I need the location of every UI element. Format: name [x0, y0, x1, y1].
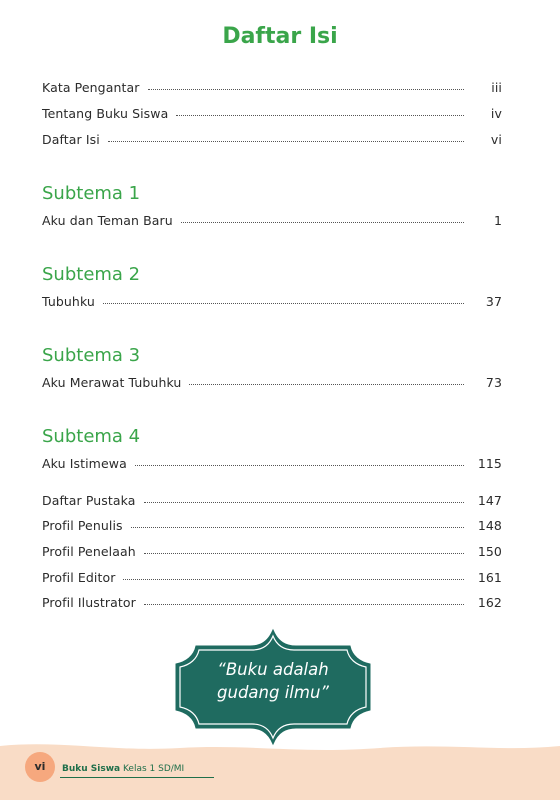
toc-entry-page: vi	[490, 132, 502, 147]
toc-entry[interactable]	[42, 213, 502, 233]
table-of-contents	[42, 0, 502, 640]
quote-line: “Buku adalah	[217, 660, 329, 679]
subtema-heading: Subtema 2	[42, 264, 141, 285]
toc-entry-page: 162	[477, 595, 502, 610]
subtema-heading: Subtema 3	[42, 345, 141, 366]
toc-entry[interactable]	[42, 456, 502, 476]
toc-entry-label: Profil Penelaah	[42, 544, 136, 559]
toc-entry-label: Tubuhku	[42, 294, 95, 309]
leader-dots	[135, 456, 464, 466]
toc-entry-page: iv	[490, 106, 502, 121]
toc-entry-label: Kata Pengantar	[42, 80, 140, 95]
footer-book-bold: Buku Siswa	[62, 764, 121, 774]
quote-line: gudang ilmu”	[217, 683, 329, 702]
toc-entry[interactable]	[42, 493, 502, 513]
toc-entry-page: 1	[493, 213, 502, 228]
toc-entry-label: Profil Penulis	[42, 518, 123, 533]
toc-entry[interactable]	[42, 294, 502, 314]
leader-dots	[176, 106, 464, 116]
toc-entry-label: Aku Merawat Tubuhku	[42, 375, 182, 390]
leader-dots	[189, 375, 464, 385]
toc-entry-page: iii	[491, 80, 502, 95]
toc-entry-label: Daftar Pustaka	[42, 493, 136, 508]
toc-entry-page: 73	[485, 375, 502, 390]
toc-entry-label: Aku Istimewa	[42, 456, 127, 471]
toc-entry-page: 161	[477, 570, 502, 585]
toc-entry-page: 148	[477, 518, 502, 533]
toc-entry-page: 37	[485, 294, 502, 309]
subtema-heading: Subtema 1	[42, 183, 141, 204]
toc-entry-label: Profil Ilustrator	[42, 595, 136, 610]
leader-dots	[144, 493, 464, 503]
toc-entry[interactable]	[42, 518, 502, 538]
leader-dots	[181, 213, 464, 223]
toc-entry-page: 147	[477, 493, 502, 508]
leader-dots	[108, 132, 464, 142]
leader-dots	[103, 294, 464, 304]
footer-book-title	[62, 764, 184, 774]
toc-entry[interactable]	[42, 544, 502, 564]
page-title: Daftar Isi	[222, 24, 338, 49]
toc-entry[interactable]	[42, 595, 502, 615]
toc-entry[interactable]	[42, 106, 502, 126]
leader-dots	[144, 544, 464, 554]
page-number-badge: vi	[25, 752, 55, 782]
quote-text	[170, 658, 376, 704]
toc-entry-label: Tentang Buku Siswa	[42, 106, 169, 121]
toc-entry-label: Daftar Isi	[42, 132, 100, 147]
footer-book-rest: Kelas 1 SD/MI	[120, 764, 185, 774]
toc-entry[interactable]	[42, 80, 502, 100]
toc-entry-page: 115	[477, 456, 502, 471]
toc-entry-label: Aku dan Teman Baru	[42, 213, 173, 228]
leader-dots	[144, 595, 464, 605]
leader-dots	[123, 570, 464, 580]
toc-entry-label: Profil Editor	[42, 570, 116, 585]
toc-entry[interactable]	[42, 570, 502, 590]
subtema-heading: Subtema 4	[42, 426, 141, 447]
footer-underline	[60, 777, 214, 778]
leader-dots	[148, 80, 465, 90]
toc-entry-page: 150	[477, 544, 502, 559]
toc-entry[interactable]	[42, 375, 502, 395]
toc-entry[interactable]	[42, 132, 502, 152]
quote-badge	[170, 628, 376, 746]
leader-dots	[131, 518, 464, 528]
